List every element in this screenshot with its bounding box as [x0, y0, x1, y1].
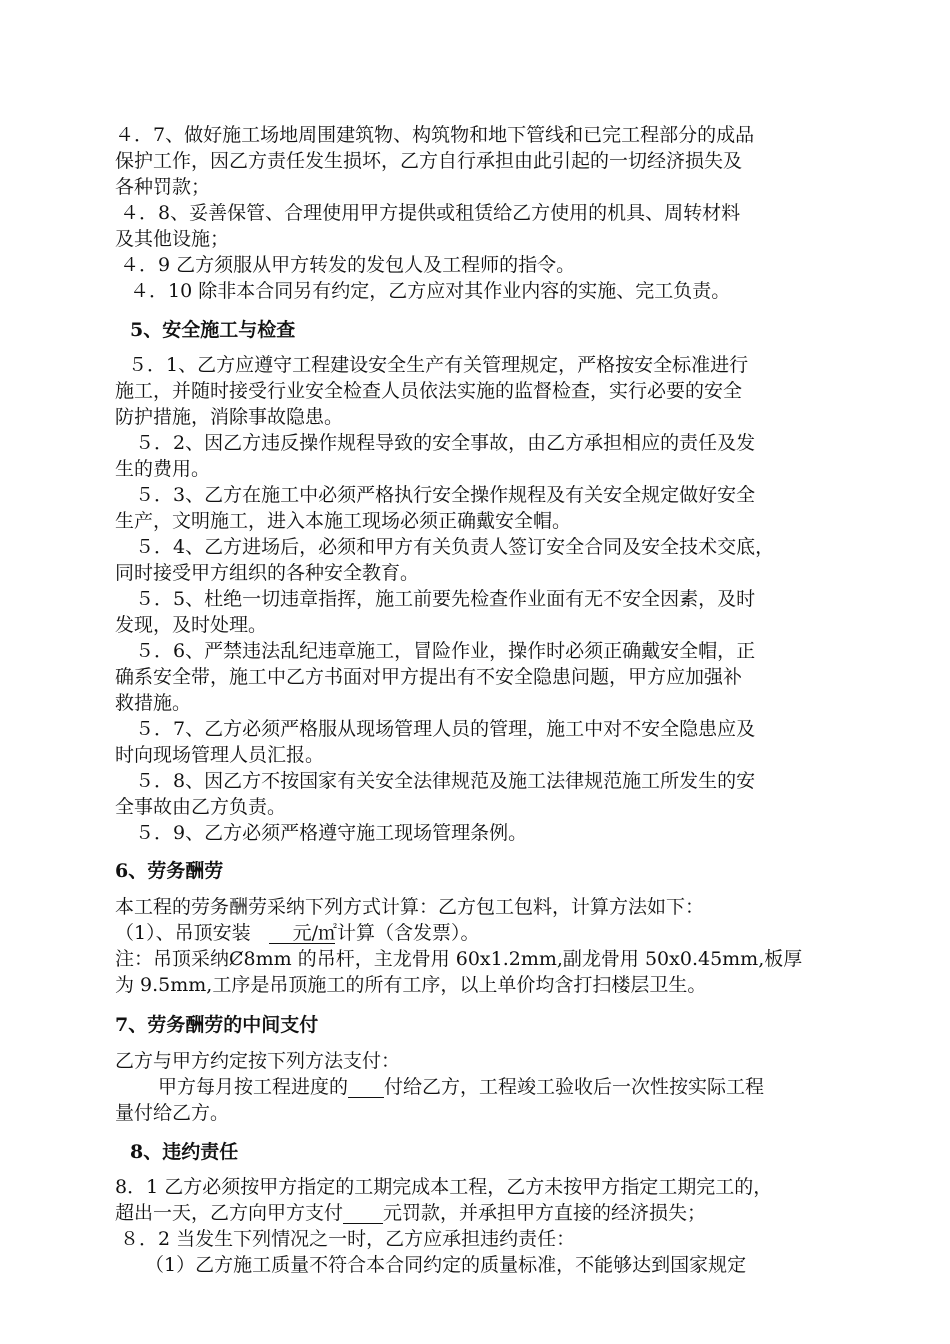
clause-4-9: ４．9 乙方须服从甲方转发的发包人及工程师的指令。	[120, 254, 576, 276]
clause-8-2: ８．2 当发生下列情况之一时，乙方应承担违约责任：	[120, 1228, 576, 1250]
clause-5-3-line-1: ５．3、乙方在施工中必须严格执行安全操作规程及有关安全规定做好安全	[135, 484, 756, 506]
clause-5-2-line-1: ５．2、因乙方违反操作规程导致的安全事故，由乙方承担相应的责任及发	[135, 432, 756, 454]
clause-8-2-item-1: （1）乙方施工质量不符合本合同约定的质量标准，不能够达到国家规定	[145, 1254, 747, 1276]
clause-8-1-line-1: 8．1 乙方必须按甲方指定的工期完成本工程，乙方未按甲方指定工期完工的，	[115, 1176, 773, 1198]
section-6-note-line-2: 为 9.5mm,工序是吊顶施工的所有工序，以上单价均含打扫楼层卫生。	[115, 974, 707, 996]
clause-5-1-line-1: ５．1、乙方应遵守工程建设安全生产有关管理规定，严格按安全标准进行	[128, 354, 749, 376]
section-7-body-line-2: 量付给乙方。	[115, 1102, 230, 1124]
section-6-item-1	[115, 920, 865, 946]
item-1-tail: 计算（含发票）。	[337, 922, 480, 944]
clause-5-3-line-2: 生产，文明施工，进入本施工现场必须正确戴安全帽。	[115, 510, 572, 532]
clause-4-7-line-1: ４．7、做好施工场地周围建筑物、构筑物和地下管线和已完工程部分的成品	[115, 124, 755, 146]
clause-4-8-line-1: ４．8、妥善保管、合理使用甲方提供或租赁给乙方使用的机具、周转材料	[120, 202, 741, 224]
section-6-intro: 本工程的劳务酬劳采纳下列方式计算：乙方包工包料，计算方法如下：	[115, 896, 705, 918]
clause-5-8-line-2: 全事故由乙方负责。	[115, 796, 287, 818]
penalty-text-b: 元罚款，并承担甲方直接的经济损失；	[383, 1202, 707, 1224]
clause-5-7-line-1: ５．7、乙方必须严格服从现场管理人员的管理，施工中对不安全隐患应及	[135, 718, 756, 740]
penalty-text-a: 超出一天，乙方向甲方支付	[115, 1202, 344, 1224]
clause-5-6-line-3: 救措施。	[115, 692, 192, 714]
unit-price-unit: 元/㎡	[292, 922, 338, 944]
item-1-label: （1）、吊顶安装	[115, 922, 251, 944]
section-6-note-line-1: 注：吊顶采纳Ȼ8mm 的吊杆，主龙骨用 60x1.2mm,副龙骨用 50x0.45mm,板厚	[115, 948, 803, 970]
clause-5-1-line-2: 施工，并随时接受行业安全检查人员依法实施的监督检查，实行必要的安全	[115, 380, 743, 402]
section-5-heading: 5、安全施工与检查	[130, 319, 296, 341]
clause-5-5-line-1: ５．5、杜绝一切违章指挥，施工前要先检查作业面有无不安全因素，及时	[135, 588, 756, 610]
clause-5-6-line-2: 确系安全带，施工中乙方书面对甲方提出有不安全隐患问题，甲方应加强补	[115, 666, 743, 688]
section-6-heading: 6、劳务酬劳	[115, 860, 224, 882]
clause-5-2-line-2: 生的费用。	[115, 458, 211, 480]
section-7-body-line-1	[158, 1074, 908, 1100]
clause-4-10: ４．10 除非本合同另有约定，乙方应对其作业内容的实施、完工负责。	[130, 280, 731, 302]
payment-text-a: 甲方每月按工程进度的	[158, 1076, 349, 1098]
progress-percent-blank	[348, 1077, 384, 1098]
clause-5-6-line-1: ５．6、严禁违法乱纪违章施工，冒险作业，操作时必须正确戴安全帽，正	[135, 640, 756, 662]
section-8-heading: 8、违约责任	[130, 1141, 239, 1163]
clause-5-5-line-2: 发现，及时处理。	[115, 614, 268, 636]
clause-4-8-line-2: 及其他设施；	[115, 228, 230, 250]
clause-5-4-line-1: ５．4、乙方进场后，必须和甲方有关负责人签订安全合同及安全技术交底，	[135, 536, 775, 558]
clause-5-1-line-3: 防护措施，消除事故隐患。	[115, 406, 344, 428]
clause-8-1-line-2	[115, 1200, 865, 1226]
penalty-amount-blank	[343, 1203, 383, 1224]
clause-4-7-line-3: 各种罚款；	[115, 176, 211, 198]
section-7-intro: 乙方与甲方约定按下列方法支付：	[115, 1050, 401, 1072]
section-7-heading: 7、劳务酬劳的中间支付	[115, 1014, 319, 1036]
clause-4-7-line-2: 保护工作，因乙方责任发生损坏，乙方自行承担由此引起的一切经济损失及	[115, 150, 743, 172]
clause-5-9: ５．9、乙方必须严格遵守施工现场管理条例。	[135, 822, 528, 844]
clause-5-7-line-2: 时向现场管理人员汇报。	[115, 744, 325, 766]
payment-text-b: 付给乙方，工程竣工验收后一次性按实际工程	[384, 1076, 765, 1098]
clause-5-8-line-1: ５．8、因乙方不按国家有关安全法律规范及施工法律规范施工所发生的安	[135, 770, 756, 792]
clause-5-4-line-2: 同时接受甲方组织的各种安全教育。	[115, 562, 420, 584]
